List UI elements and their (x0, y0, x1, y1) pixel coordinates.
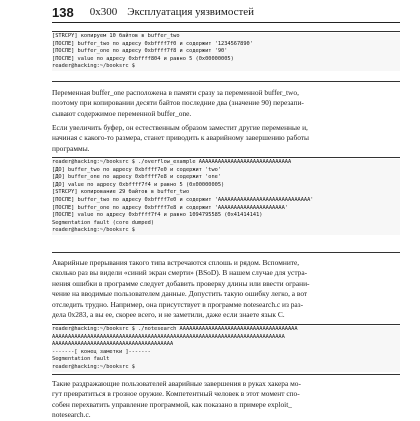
text-line: сывают содержимое переменной buffer_one. (52, 108, 192, 118)
code-block-bottom-rule (52, 374, 400, 375)
paragraph (52, 258, 400, 320)
text-line: поэтому при копировании десяти байтов последние два (значение 90) перезапи- (52, 98, 304, 108)
text-line: чение на вводимые пользователем данные. Допустить такую ошибку легко, а вот (52, 289, 308, 299)
code-block-1 (52, 33, 400, 71)
code-block-3 (52, 326, 400, 372)
code-line: reader@hacking:~/booksrc $ ./notesearch AAAAAAAAAAAAAAAAAAAAAAAAAAAAAAAAAAAAA (52, 326, 298, 332)
header-rule (52, 22, 400, 23)
code-line: AAAAAAAAAAAAAAAAAAAAAAAAAAAAAAAAAAAAAA (52, 341, 174, 348)
code-line: reader@hacking:~/booksrc $ (52, 363, 135, 370)
code-line: Segmentation fault (core dumped) (52, 219, 155, 226)
code-line: [ПОСЛЕ] buffer_two по адресу 0xbffff7f0 и содержит '1234567890' (52, 40, 253, 47)
paragraph (52, 379, 400, 421)
code-line: [ПОСЛЕ] buffer_one по адресу 0xbffff7f8 и содержит '90' (52, 48, 228, 55)
text-line: программы. (52, 143, 90, 153)
page-header (52, 2, 400, 22)
text-line: собен перехватить управление программой, как показано в примере exploit_ (52, 399, 292, 409)
code-line: [ПОСЛЕ] value по адресу 0xbffff7f4 и равно 1094795585 (0x41414141) (52, 212, 263, 219)
text-line: Аварийные прерывания такого типа встречаются сплошь и рядом. Вспомните, (52, 258, 300, 267)
code-block-top-rule (52, 157, 400, 158)
text-line: notesearch.c. (52, 410, 91, 420)
text-line: Такие раздражающие пользователей аварийные завершения в руках хакера мо- (52, 379, 301, 388)
code-line: reader@hacking:~/booksrc $ (52, 63, 135, 70)
code-line: AAAAAAAAAAAAAAAAAAAAAAAAAAAAAAAAAAAAAAAAAAAAAAAAAAAAAAAAAAAAAAAAAAAAAAAAA (52, 333, 285, 340)
code-block-bottom-rule (52, 252, 400, 253)
code-line: [ДО] buffer_two по адресу 0xbffff7e0 и содержит 'two' (52, 166, 222, 173)
section-number: 0x300 (89, 6, 118, 18)
text-line: нения ошибки в программе следует добавить проверку длины или ввести ограни- (52, 278, 310, 288)
text-line: дела 0x283, а вы ее, скорее всего, и не заметили, даже если знаете язык C. (52, 310, 285, 320)
code-block-top-rule (52, 324, 400, 325)
code-line: [ПОСЛЕ] buffer_two по адресу 0xbffff7e0 и содержит 'AAAAAAAAAAAAAAAAAAAAAAAAAAAAA' (52, 196, 314, 203)
text-line: Если увеличить буфер, он естественным образом заместит другие переменные и, (52, 123, 308, 132)
code-line: reader@hacking:~/booksrc $ (52, 227, 135, 234)
text-line: отследить трудно. Например, она присутствует в программе notesearch.c из раз- (52, 299, 304, 309)
text-line: гут превратиться в грозное оружие. Компетентный человек в этот момент спо- (52, 389, 300, 399)
code-line: [ПОСЛЕ] buffer_one по адресу 0xbffff7e8 и содержит 'AAAAAAAAAAAAAAAAAAAAA' (52, 204, 288, 211)
text-line: Переменная buffer_one расположена в памяти сразу за переменной buffer_two, (52, 88, 299, 97)
code-line: [ПОСЛЕ] value по адресу 0xbffff804 и равно 5 (0x00000005) (52, 55, 234, 62)
code-line: Segmentation fault (52, 356, 110, 363)
code-block-top-rule (52, 31, 400, 32)
chapter-title: Эксплуатация уязвимостей (127, 6, 255, 18)
code-block-bottom-rule (52, 81, 400, 82)
page-number: 138 (52, 4, 74, 20)
code-line: [ДО] buffer_one по адресу 0xbffff7e8 и содержит 'one' (52, 174, 222, 181)
code-line: reader@hacking:~/booksrc $ ./overflow_example AAAAAAAAAAAAAAAAAAAAAAAAAAAAA (52, 159, 292, 165)
code-line: [STRCPY] копируем 10 байтов в buffer_two (52, 33, 180, 39)
code-line: [STRCPY] копирование 29 байтов в buffer_two (52, 189, 190, 196)
text-line: сколько раз вы видели «синий экран смерти» (BSoD). В нашем случае для устра- (52, 268, 308, 278)
paragraph (52, 123, 400, 154)
code-line: -------[ конец заметки ]------- (52, 348, 151, 355)
text-line: начиная с какого-то размера, станет приводить к аварийному завершению работы (52, 133, 309, 143)
paragraph (52, 88, 400, 119)
code-line: [ДО] value по адресу 0xbffff7f4 и равно 5 (0x00000005) (52, 181, 225, 188)
code-block-2 (52, 159, 400, 235)
